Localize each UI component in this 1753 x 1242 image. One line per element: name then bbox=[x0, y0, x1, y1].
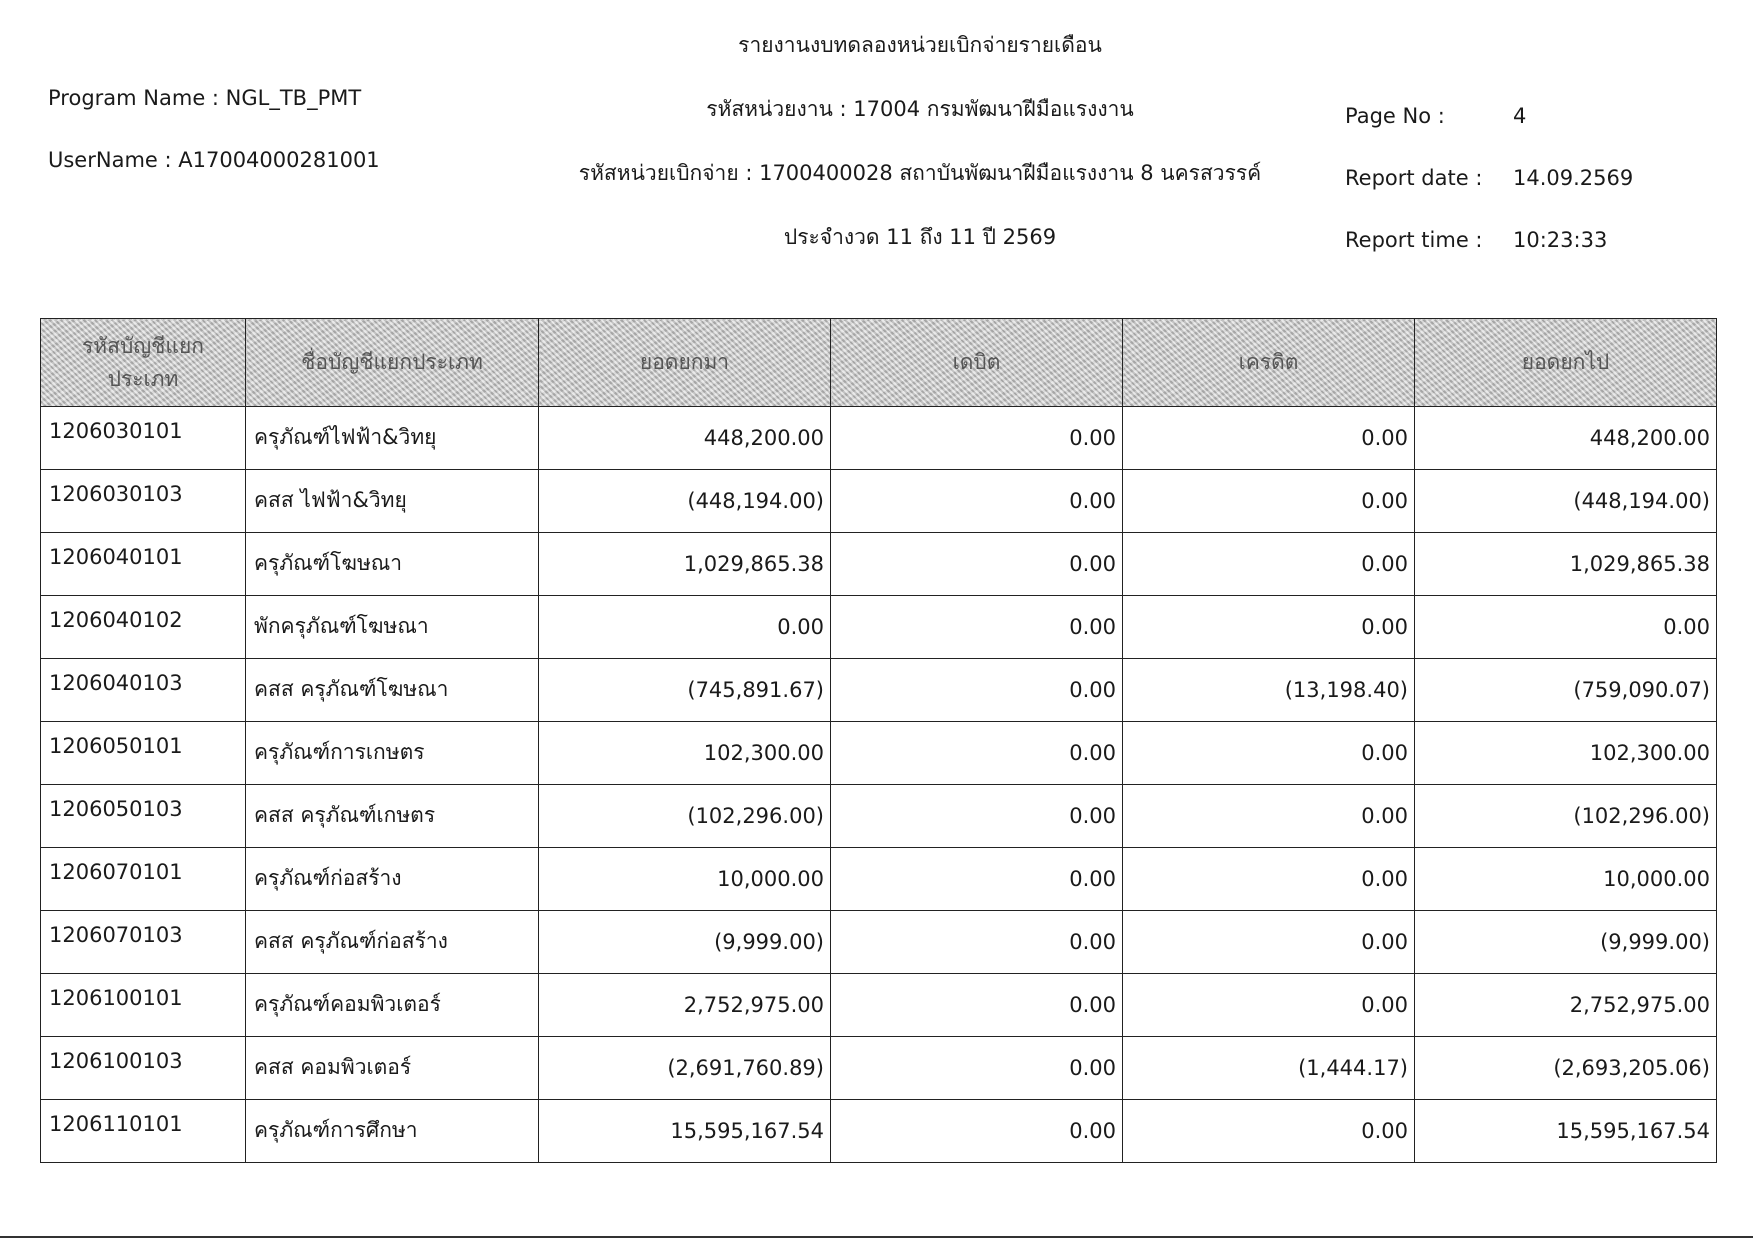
account-name-cell: ครุภัณฑ์คอมพิวเตอร์ bbox=[246, 974, 539, 1037]
account-name-cell: คสส ครุภัณฑ์ก่อสร้าง bbox=[246, 911, 539, 974]
brought-forward-cell: 102,300.00 bbox=[539, 722, 831, 785]
table-row bbox=[41, 470, 1717, 533]
brought-forward-cell: 2,752,975.00 bbox=[539, 974, 831, 1037]
carried-forward-cell: 0.00 bbox=[1415, 596, 1717, 659]
user-name: UserName : A17004000281001 bbox=[48, 148, 380, 172]
account-name-cell: ครุภัณฑ์ไฟฟ้า&วิทยุ bbox=[246, 407, 539, 470]
table-row bbox=[41, 1100, 1717, 1163]
table-row bbox=[41, 785, 1717, 848]
account-code-cell: 1206100103 bbox=[41, 1037, 246, 1100]
brought-forward-cell: 15,595,167.54 bbox=[539, 1100, 831, 1163]
brought-forward-cell: 0.00 bbox=[539, 596, 831, 659]
brought-forward-cell: (9,999.00) bbox=[539, 911, 831, 974]
period-line: ประจำงวด 11 ถึง 11 ปี 2569 bbox=[783, 225, 1057, 249]
account-name-cell: พักครุภัณฑ์โฆษณา bbox=[246, 596, 539, 659]
col-header-credit: เครดิต bbox=[1123, 319, 1415, 407]
account-code-cell: 1206100101 bbox=[41, 974, 246, 1037]
col-header-account-name: ชื่อบัญชีแยกประเภท bbox=[246, 319, 539, 407]
account-name-cell: ครุภัณฑ์การเกษตร bbox=[246, 722, 539, 785]
account-code-cell: 1206070101 bbox=[41, 848, 246, 911]
debit-cell: 0.00 bbox=[831, 785, 1123, 848]
carried-forward-cell: 2,752,975.00 bbox=[1415, 974, 1717, 1037]
report-time-row bbox=[1345, 228, 1653, 290]
brought-forward-cell: 1,029,865.38 bbox=[539, 533, 831, 596]
page-no-label: Page No : bbox=[1345, 104, 1445, 128]
report-title: รายงานงบทดลองหน่วยเบิกจ่ายรายเดือน bbox=[738, 33, 1102, 57]
account-code-cell: 1206070103 bbox=[41, 911, 246, 974]
col-header-debit: เดบิต bbox=[831, 319, 1123, 407]
debit-cell: 0.00 bbox=[831, 407, 1123, 470]
account-code-cell: 1206030103 bbox=[41, 470, 246, 533]
account-code-cell: 1206030101 bbox=[41, 407, 246, 470]
table-row bbox=[41, 1037, 1717, 1100]
carried-forward-cell: 10,000.00 bbox=[1415, 848, 1717, 911]
account-name-cell: คสส ครุภัณฑ์เกษตร bbox=[246, 785, 539, 848]
account-code-cell: 1206050103 bbox=[41, 785, 246, 848]
carried-forward-cell: 1,029,865.38 bbox=[1415, 533, 1717, 596]
brought-forward-cell: (745,891.67) bbox=[539, 659, 831, 722]
account-name-cell: ครุภัณฑ์การศึกษา bbox=[246, 1100, 539, 1163]
table-row bbox=[41, 911, 1717, 974]
account-code-cell: 1206110101 bbox=[41, 1100, 246, 1163]
table-header-row bbox=[41, 319, 1717, 407]
debit-cell: 0.00 bbox=[831, 533, 1123, 596]
header-right bbox=[1345, 104, 1653, 290]
credit-cell: 0.00 bbox=[1123, 533, 1415, 596]
report-date-row bbox=[1345, 166, 1653, 228]
table-row bbox=[41, 659, 1717, 722]
account-name-cell: ครุภัณฑ์ก่อสร้าง bbox=[246, 848, 539, 911]
page-no-row bbox=[1345, 104, 1653, 166]
table-row bbox=[41, 974, 1717, 1037]
account-name-cell: คสส ไฟฟ้า&วิทยุ bbox=[246, 470, 539, 533]
report-date-label: Report date : bbox=[1345, 166, 1483, 190]
brought-forward-cell: (2,691,760.89) bbox=[539, 1037, 831, 1100]
account-code-cell: 1206040103 bbox=[41, 659, 246, 722]
table-body bbox=[41, 407, 1717, 1163]
credit-cell: 0.00 bbox=[1123, 596, 1415, 659]
credit-cell: (1,444.17) bbox=[1123, 1037, 1415, 1100]
account-code-cell: 1206040101 bbox=[41, 533, 246, 596]
credit-cell: 0.00 bbox=[1123, 848, 1415, 911]
table-row bbox=[41, 533, 1717, 596]
carried-forward-cell: (9,999.00) bbox=[1415, 911, 1717, 974]
carried-forward-cell: 102,300.00 bbox=[1415, 722, 1717, 785]
credit-cell: 0.00 bbox=[1123, 407, 1415, 470]
carried-forward-cell: (2,693,205.06) bbox=[1415, 1037, 1717, 1100]
report-time-value: 10:23:33 bbox=[1513, 228, 1608, 252]
col-header-brought-forward: ยอดยกมา bbox=[539, 319, 831, 407]
credit-cell: 0.00 bbox=[1123, 911, 1415, 974]
table-row bbox=[41, 596, 1717, 659]
debit-cell: 0.00 bbox=[831, 470, 1123, 533]
disbursing-unit-line: รหัสหน่วยเบิกจ่าย : 1700400028 สถาบันพัฒนาฝีมือแรงงาน 8 นครสวรรค์ bbox=[578, 161, 1262, 185]
carried-forward-cell: 15,595,167.54 bbox=[1415, 1100, 1717, 1163]
report-date-value: 14.09.2569 bbox=[1513, 166, 1634, 190]
credit-cell: 0.00 bbox=[1123, 1100, 1415, 1163]
trial-balance-table bbox=[40, 318, 1717, 1163]
debit-cell: 0.00 bbox=[831, 1037, 1123, 1100]
debit-cell: 0.00 bbox=[831, 848, 1123, 911]
header-center bbox=[560, 30, 1280, 286]
debit-cell: 0.00 bbox=[831, 1100, 1123, 1163]
account-name-cell: คสส คอมพิวเตอร์ bbox=[246, 1037, 539, 1100]
carried-forward-cell: (102,296.00) bbox=[1415, 785, 1717, 848]
brought-forward-cell: (102,296.00) bbox=[539, 785, 831, 848]
header-left bbox=[48, 86, 380, 210]
brought-forward-cell: 10,000.00 bbox=[539, 848, 831, 911]
report-time-label: Report time : bbox=[1345, 228, 1483, 252]
table-row bbox=[41, 848, 1717, 911]
carried-forward-cell: (759,090.07) bbox=[1415, 659, 1717, 722]
account-name-cell: คสส ครุภัณฑ์โฆษณา bbox=[246, 659, 539, 722]
brought-forward-cell: (448,194.00) bbox=[539, 470, 831, 533]
brought-forward-cell: 448,200.00 bbox=[539, 407, 831, 470]
credit-cell: (13,198.40) bbox=[1123, 659, 1415, 722]
program-name: Program Name : NGL_TB_PMT bbox=[48, 86, 362, 110]
carried-forward-cell: (448,194.00) bbox=[1415, 470, 1717, 533]
credit-cell: 0.00 bbox=[1123, 722, 1415, 785]
credit-cell: 0.00 bbox=[1123, 974, 1415, 1037]
debit-cell: 0.00 bbox=[831, 596, 1123, 659]
debit-cell: 0.00 bbox=[831, 974, 1123, 1037]
agency-line: รหัสหน่วยงาน : 17004 กรมพัฒนาฝีมือแรงงาน bbox=[706, 97, 1134, 121]
page-no-value: 4 bbox=[1513, 104, 1527, 128]
table-row bbox=[41, 722, 1717, 785]
col-header-account-code: รหัสบัญชีแยกประเภท bbox=[41, 319, 246, 407]
col-header-carried-forward: ยอดยกไป bbox=[1415, 319, 1717, 407]
credit-cell: 0.00 bbox=[1123, 785, 1415, 848]
carried-forward-cell: 448,200.00 bbox=[1415, 407, 1717, 470]
debit-cell: 0.00 bbox=[831, 722, 1123, 785]
account-code-cell: 1206050101 bbox=[41, 722, 246, 785]
debit-cell: 0.00 bbox=[831, 659, 1123, 722]
credit-cell: 0.00 bbox=[1123, 470, 1415, 533]
account-name-cell: ครุภัณฑ์โฆษณา bbox=[246, 533, 539, 596]
table-row bbox=[41, 407, 1717, 470]
debit-cell: 0.00 bbox=[831, 911, 1123, 974]
footer-divider bbox=[0, 1236, 1753, 1238]
account-code-cell: 1206040102 bbox=[41, 596, 246, 659]
